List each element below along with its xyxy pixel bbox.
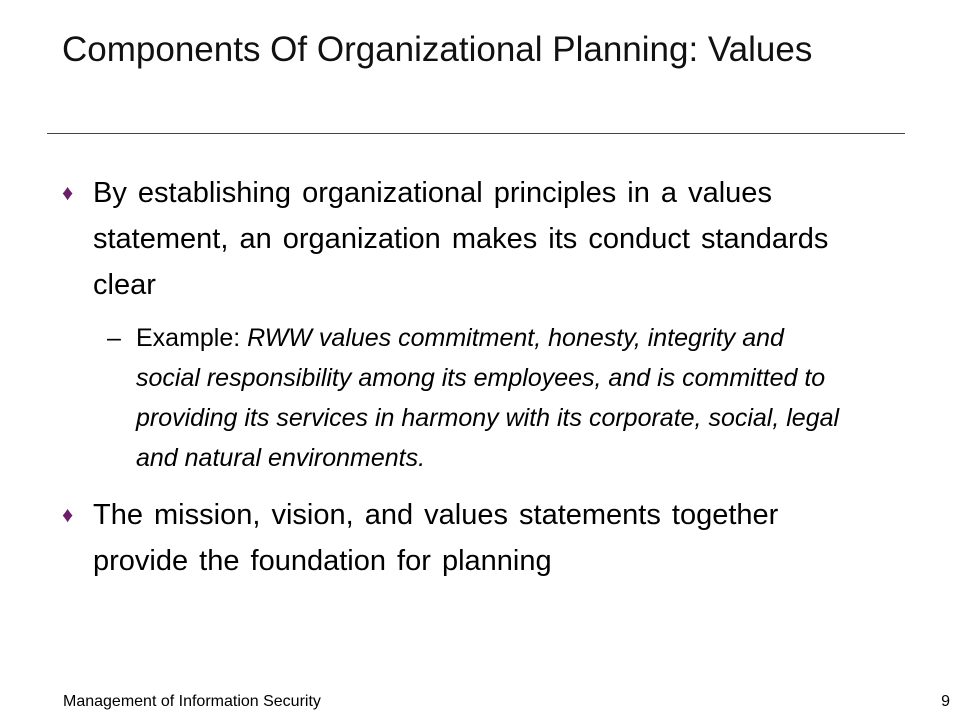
diamond-bullet-icon: ♦ <box>62 502 74 527</box>
page-number: 9 <box>941 693 950 710</box>
bullet-text: The mission, vision, and values statements together provide the foundation for planning <box>93 499 779 577</box>
sub-bullet-item <box>62 318 852 478</box>
slide-body <box>62 170 852 584</box>
dash-bullet-icon: – <box>107 324 121 352</box>
example-label: Example: <box>136 324 248 352</box>
footer-course-title: Management of Information Security <box>63 693 321 710</box>
title-divider <box>47 133 905 134</box>
example-text: RWW values commitment, honesty, integrity and social responsibility among its employees, and is committed to providing its services in harmony with its corporate, social, legal and natural environments. <box>136 324 840 472</box>
slide-title: Components Of Organizational Planning: Values <box>62 30 813 69</box>
bullet-text: By establishing organizational principles in a values statement, an organization makes its conduct standards clear <box>93 177 829 301</box>
bullet-item <box>62 492 852 584</box>
diamond-bullet-icon: ♦ <box>62 180 74 205</box>
bullet-item <box>62 170 852 308</box>
